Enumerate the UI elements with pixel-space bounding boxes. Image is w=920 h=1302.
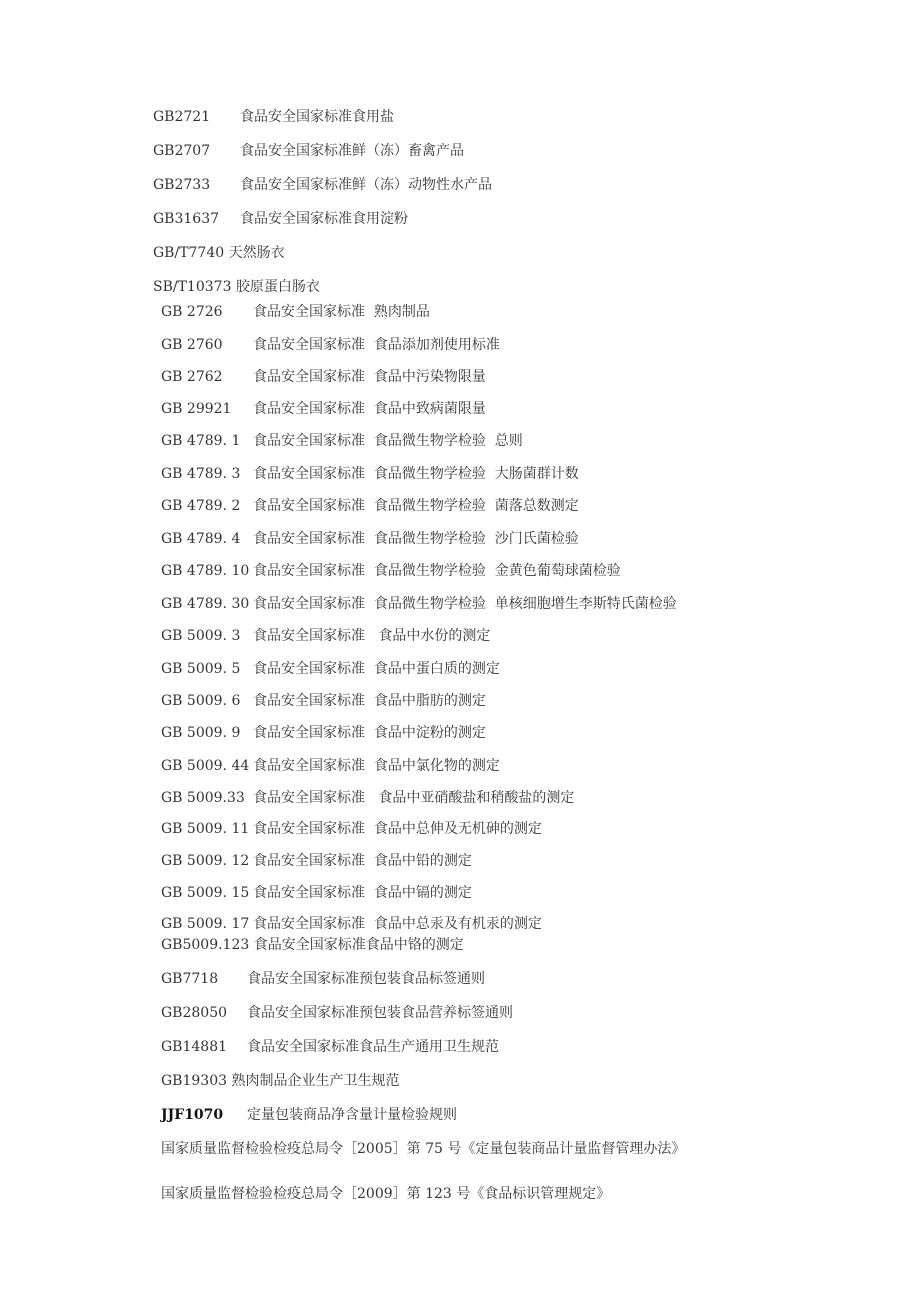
standard-code: GB31637: [153, 211, 220, 227]
standard-line: [161, 1185, 610, 1203]
standard-code: GB 29921: [161, 401, 232, 417]
standard-line: [153, 108, 394, 126]
standard-line: [161, 303, 430, 321]
standard-line: [161, 1072, 399, 1090]
standard-title: 食品安全国家标准 食品微生物学检验 菌落总数测定: [253, 498, 579, 514]
standard-line: [161, 1106, 457, 1124]
standard-code: GB 4789. 3: [161, 466, 241, 482]
standard-title: 食品安全国家标准 食品中亚硝酸盐和稍酸盐的测定: [253, 790, 575, 806]
standard-code: GB 4789. 2: [161, 498, 241, 514]
standard-title: 国家质量监督检验检疫总局令［2009］第 123 号《食品标识管理规定》: [161, 1186, 611, 1202]
standard-line: [161, 336, 500, 354]
standard-title: 食品安全国家标准食用盐: [240, 109, 394, 125]
standard-line: [161, 497, 579, 515]
standard-line: [161, 1038, 499, 1056]
standard-line: [161, 562, 621, 580]
standard-title: 食品安全国家标准 食品中脂肪的测定: [253, 693, 486, 709]
standard-title: 食品安全国家标准 食品中镉的测定: [253, 885, 472, 901]
standard-title: 食品安全国家标准鲜（冻）畜禽产品: [240, 143, 464, 159]
standard-code: GB 4789. 1: [161, 433, 241, 449]
standard-code: GB 5009. 6: [161, 693, 241, 709]
standard-title: 食品安全国家标准 食品中致病菌限量: [253, 401, 486, 417]
standard-code: GB7718: [161, 971, 219, 987]
standard-title: 食品安全国家标准 食品中总伸及无机砷的测定: [253, 821, 542, 837]
standard-line: [153, 142, 464, 160]
standard-title: 食品安全国家标准食用淀粉: [240, 211, 408, 227]
standard-title: 食品安全国家标准 食品微生物学检验 沙门氏菌检验: [253, 531, 579, 547]
standard-line: [161, 595, 677, 613]
standard-code: GB 5009.33: [161, 790, 245, 806]
standard-title: 国家质量监督检验检疫总局令［2005］第 75 号《定量包装商品计量监督管理办法》: [161, 1141, 686, 1157]
standard-title: 食品安全国家标准 食品中氯化物的测定: [253, 758, 500, 774]
standard-title: 食品安全国家标准 食品中水份的测定: [253, 628, 491, 644]
standard-title: 食品安全国家标准 食品微生物学检验 大肠菌群计数: [253, 466, 579, 482]
standard-title: 食品安全国家标准 食品中淀粉的测定: [253, 725, 486, 741]
standard-code: JJF1070: [161, 1107, 224, 1123]
standard-line: [161, 368, 486, 386]
standard-code: GB 2726: [161, 304, 223, 320]
standard-code: GB 5009. 5: [161, 661, 241, 677]
standard-title: 定量包装商品净含量计量检验规则: [247, 1107, 457, 1123]
standard-line: [161, 660, 500, 678]
standard-line: [153, 244, 285, 262]
standard-line: [161, 757, 500, 775]
standard-line: [161, 936, 464, 954]
standard-line: [161, 432, 523, 450]
standard-code: GB 5009. 3: [161, 628, 241, 644]
standard-title: 食品安全国家标准 熟肉制品: [253, 304, 430, 320]
standard-code: GB 2762: [161, 369, 223, 385]
standard-code: GB 2760: [161, 337, 223, 353]
standard-title: 食品安全国家标准 食品添加剂使用标准: [253, 337, 500, 353]
standard-code: GB 4789. 10: [161, 563, 250, 579]
standard-title: GB5009.123 食品安全国家标准食品中铬的测定: [161, 937, 464, 953]
standard-code: GB2733: [153, 177, 211, 193]
standard-line: [161, 1140, 685, 1158]
standard-code: GB 5009. 15: [161, 885, 250, 901]
standard-line: [161, 820, 542, 838]
standard-code: GB2707: [153, 143, 211, 159]
standard-line: [161, 1004, 513, 1022]
standard-line: [161, 852, 472, 870]
standard-title: GB19303 熟肉制品企业生产卫生规范: [161, 1073, 400, 1089]
standard-line: [161, 530, 579, 548]
standard-code: GB28050: [161, 1005, 228, 1021]
standard-line: [153, 210, 408, 228]
standard-title: 食品安全国家标准食品生产通用卫生规范: [247, 1039, 499, 1055]
standard-title: GB/T7740 天然肠衣: [153, 245, 285, 261]
standard-line: [161, 465, 579, 483]
standard-line: [161, 789, 574, 807]
standard-code: GB 5009. 12: [161, 853, 250, 869]
standard-title: 食品安全国家标准预包装食品营养标签通则: [247, 1005, 513, 1021]
standard-title: 食品安全国家标准预包装食品标签通则: [247, 971, 485, 987]
standard-code: GB 5009. 9: [161, 725, 241, 741]
standard-line: [161, 400, 486, 418]
standard-title: 食品安全国家标准 食品微生物学检验 金黄色葡萄球菌检验: [253, 563, 621, 579]
standard-code: GB14881: [161, 1039, 228, 1055]
standard-title: 食品安全国家标准 食品中蛋白质的测定: [253, 661, 500, 677]
standard-code: GB 5009. 17: [161, 916, 250, 932]
standard-title: SB/T10373 胶原蛋白肠衣: [153, 279, 320, 295]
standard-line: [161, 970, 485, 988]
standard-title: 食品安全国家标准 食品中污染物限量: [253, 369, 486, 385]
standard-code: GB 4789. 4: [161, 531, 241, 547]
standard-line: [161, 627, 490, 645]
standard-title: 食品安全国家标准 食品中铅的测定: [253, 853, 472, 869]
standard-title: 食品安全国家标准 食品微生物学检验 单核细胞增生李斯特氏菌检验: [253, 596, 677, 612]
standard-line: [161, 724, 486, 742]
standard-line: [161, 884, 472, 902]
standard-code: GB 5009. 11: [161, 821, 250, 837]
standard-title: 食品安全国家标准鲜（冻）动物性水产品: [240, 177, 492, 193]
standard-line: [161, 692, 486, 710]
standard-line: [153, 176, 492, 194]
standard-title: 食品安全国家标准 食品微生物学检验 总则: [253, 433, 523, 449]
standard-code: GB 5009. 44: [161, 758, 250, 774]
standard-line: [153, 278, 320, 296]
standard-line: [161, 915, 542, 933]
standard-code: GB 4789. 30: [161, 596, 250, 612]
standard-code: GB2721: [153, 109, 211, 125]
standard-title: 食品安全国家标准 食品中总汞及有机汞的测定: [253, 916, 542, 932]
